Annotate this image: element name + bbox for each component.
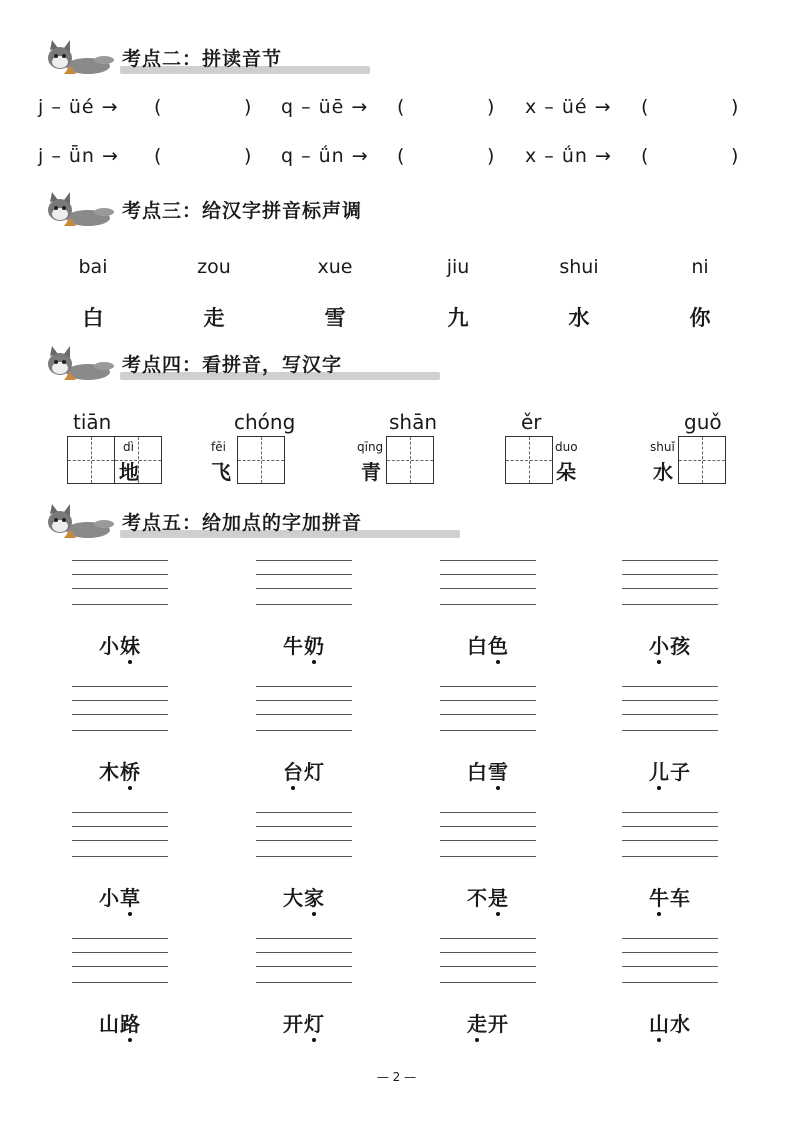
section-title: 考点四：看拼音，写汉字 (122, 354, 343, 376)
pinyin-writing-lines[interactable] (256, 686, 352, 736)
emphasis-dot (657, 1038, 661, 1042)
section-header-5 (44, 504, 464, 544)
dotted-word: 白雪 (467, 760, 509, 784)
tone-pinyin: shui (559, 256, 599, 278)
emphasis-dot (312, 660, 316, 664)
pinyin-writing-lines[interactable] (256, 812, 352, 862)
dotted-word: 木桥 (99, 760, 141, 784)
emphasis-dot (496, 660, 500, 664)
spelling-row-2 (38, 145, 758, 175)
pinyin-writing-lines[interactable] (622, 560, 718, 610)
pinyin-writing-lines[interactable] (440, 812, 536, 862)
emphasis-dot (496, 912, 500, 916)
cat-mascot-icon (44, 192, 116, 232)
section-title: 考点三：给汉字拼音标声调 (122, 200, 363, 222)
page-number: — 2 — (376, 1070, 417, 1084)
dotted-word: 走开 (467, 1012, 509, 1036)
spelling-expression: q – üē → (281, 96, 369, 118)
writing-grid[interactable] (237, 436, 285, 484)
spelling-expression: j – üé → (38, 96, 119, 118)
dotted-word: 牛车 (649, 886, 691, 910)
write-pinyin: tiān (73, 410, 112, 434)
emphasis-dot (128, 912, 132, 916)
emphasis-dot (128, 1038, 132, 1042)
emphasis-dot (496, 786, 500, 790)
pinyin-writing-lines[interactable] (622, 938, 718, 988)
emphasis-dot (291, 786, 295, 790)
writing-grid[interactable] (505, 436, 553, 484)
writing-grid[interactable] (386, 436, 434, 484)
cat-mascot-icon (44, 504, 116, 544)
dotted-word: 小孩 (649, 634, 691, 658)
spelling-expression: x – ǘn → (525, 145, 612, 167)
section-header-3 (44, 192, 464, 232)
pinyin-writing-lines[interactable] (440, 686, 536, 736)
spelling-expression: j – ǖn → (38, 145, 119, 167)
dotted-word: 白色 (467, 634, 509, 658)
writing-grid[interactable] (678, 436, 726, 484)
pinyin-writing-lines[interactable] (72, 560, 168, 610)
writing-grid[interactable] (67, 436, 115, 484)
emphasis-dot (128, 660, 132, 664)
pinyin-writing-lines[interactable] (72, 686, 168, 736)
emphasis-dot (475, 1038, 479, 1042)
emphasis-dot (657, 912, 661, 916)
tone-pinyin: xue (317, 256, 353, 278)
tone-pinyin: ni (691, 256, 709, 278)
answer-close-paren: ) (244, 145, 253, 167)
given-pinyin: duo (555, 440, 578, 454)
given-pinyin: shuǐ (650, 440, 675, 454)
cat-mascot-icon (44, 346, 116, 386)
dotted-word: 小妹 (99, 634, 141, 658)
spelling-item (38, 96, 253, 118)
dotted-word: 开灯 (283, 1012, 325, 1036)
spelling-item (525, 145, 740, 167)
section-title: 考点五：给加点的字加拼音 (122, 512, 363, 534)
answer-close-paren: ) (487, 145, 496, 167)
emphasis-dot (312, 1038, 316, 1042)
given-hanzi: 朵 (556, 460, 576, 484)
dotted-word: 台灯 (283, 760, 325, 784)
dotted-word: 牛奶 (283, 634, 325, 658)
given-hanzi: 地 (119, 460, 139, 484)
given-hanzi: 飞 (211, 460, 231, 484)
section-title: 考点二：拼读音节 (122, 48, 283, 70)
dotted-word: 大家 (283, 886, 325, 910)
spelling-item (525, 96, 740, 118)
write-pinyin: ěr (521, 410, 542, 434)
pinyin-writing-lines[interactable] (256, 560, 352, 610)
tone-pinyin: zou (197, 256, 231, 278)
tone-hanzi: 走 (203, 305, 225, 330)
tone-hanzi: 九 (447, 305, 469, 330)
spelling-item (38, 145, 253, 167)
write-pinyin: chóng (234, 410, 296, 434)
given-hanzi: 水 (653, 460, 673, 484)
pinyin-writing-lines[interactable] (256, 938, 352, 988)
answer-close-paren: ) (244, 96, 253, 118)
dotted-word: 不是 (467, 886, 509, 910)
emphasis-dot (312, 912, 316, 916)
pinyin-writing-lines[interactable] (622, 686, 718, 736)
dotted-word: 山路 (99, 1012, 141, 1036)
section-header-2 (44, 40, 464, 80)
section-header-4 (44, 346, 464, 386)
answer-close-paren: ) (731, 96, 740, 118)
emphasis-dot (657, 786, 661, 790)
given-pinyin: dì (123, 440, 134, 454)
answer-open-paren: ( (397, 145, 406, 167)
answer-open-paren: ( (154, 96, 163, 118)
answer-open-paren: ( (641, 96, 650, 118)
spelling-item (281, 96, 496, 118)
tone-hanzi: 你 (689, 305, 711, 330)
emphasis-dot (128, 786, 132, 790)
tone-pinyin: bai (78, 256, 108, 278)
pinyin-writing-lines[interactable] (72, 812, 168, 862)
write-pinyin: guǒ (684, 410, 722, 434)
write-pinyin: shān (389, 410, 438, 434)
answer-open-paren: ( (397, 96, 406, 118)
dotted-word: 小草 (99, 886, 141, 910)
dotted-word: 儿子 (649, 760, 691, 784)
spelling-expression: q – ǘn → (281, 145, 369, 167)
dotted-word: 山水 (649, 1012, 691, 1036)
pinyin-writing-lines[interactable] (440, 938, 536, 988)
emphasis-dot (657, 660, 661, 664)
answer-close-paren: ) (487, 96, 496, 118)
pinyin-writing-lines[interactable] (72, 938, 168, 988)
given-hanzi: 青 (361, 460, 381, 484)
answer-close-paren: ) (731, 145, 740, 167)
given-pinyin: fēi (211, 440, 226, 454)
spelling-row-1 (38, 96, 758, 126)
answer-open-paren: ( (154, 145, 163, 167)
pinyin-writing-lines[interactable] (440, 560, 536, 610)
spelling-item (281, 145, 496, 167)
tone-pinyin: jiu (446, 256, 470, 278)
spelling-expression: x – üé → (525, 96, 612, 118)
tone-hanzi: 雪 (324, 305, 346, 330)
pinyin-writing-lines[interactable] (622, 812, 718, 862)
tone-hanzi: 白 (82, 305, 104, 330)
cat-mascot-icon (44, 40, 116, 80)
given-pinyin: qīng (357, 440, 384, 454)
tone-hanzi: 水 (568, 305, 590, 330)
answer-open-paren: ( (641, 145, 650, 167)
